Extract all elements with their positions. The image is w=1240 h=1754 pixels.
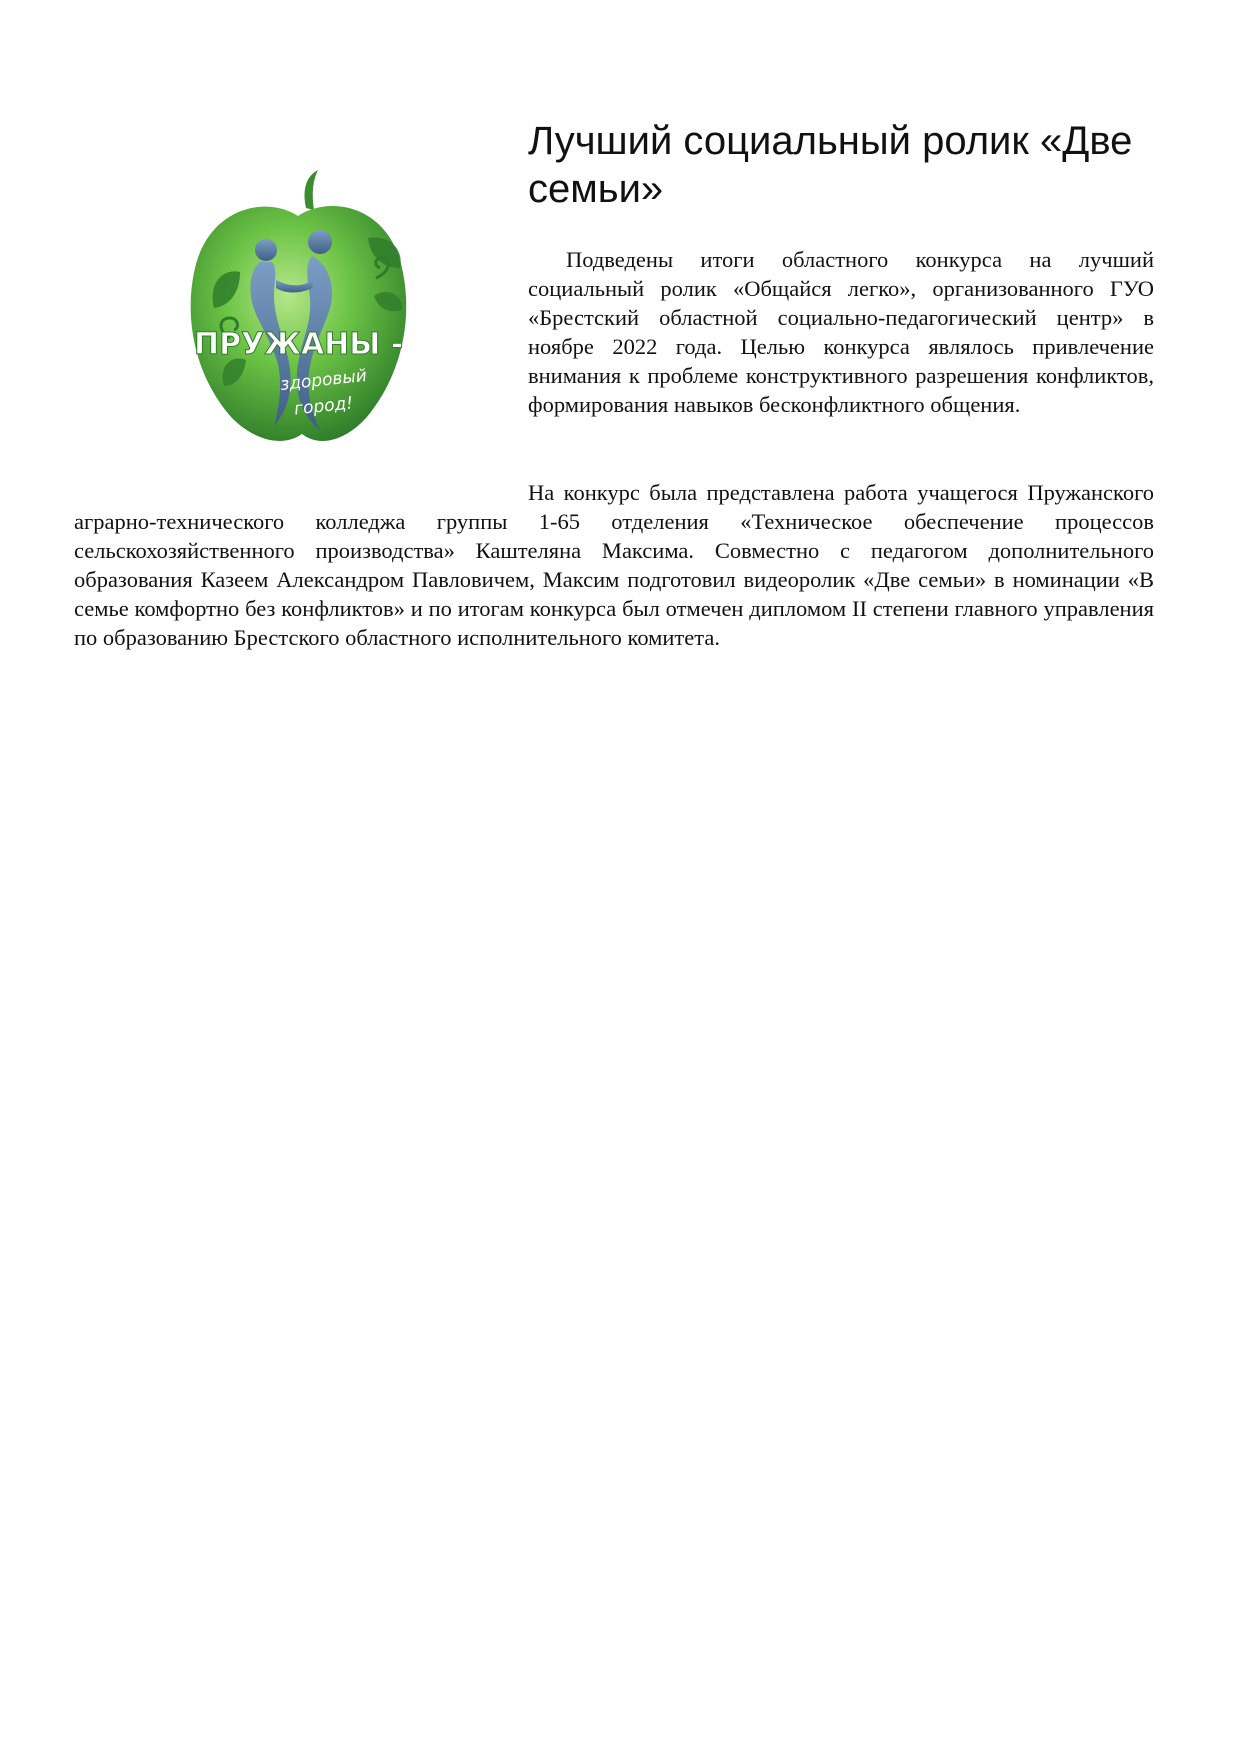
logo-text-line3: город! — [293, 393, 355, 420]
paragraph-2: На конкурс была представлена работа учащегося Пружанского аграрно-технического колледжа группы 1-65 отделения «Техническое обеспечение процессов сельскохозяйственного производства» Каштеляна Максима. Совместно с педагогом дополнительного образования Казеем Александром Павловичем, Максим подготовил видеоролик «Две семьи» в номинации «В семье комфортно без конфликтов» и по итогам конкурса был отмечен дипломом II степени главного управления по образованию Брестского областного исполнительного комитета. — [74, 480, 1154, 650]
paragraph-1: Подведены итоги областного конкурса на лучший социальный ролик «Общайся легко», организованного ГУО «Брестский областной социально-педагогический центр» в ноябре 2022 года. Целью конкурса являлось привлечение внимания к проблеме конструктивного разрешения конфликтов, формирования навыков бесконфликтного общения. — [528, 247, 1154, 417]
apple-stem — [305, 170, 319, 210]
logo-text-line1: ПРУЖАНЫ - — [194, 327, 404, 362]
article-title: Лучший социальный ролик «Две семьи» — [528, 119, 1133, 211]
pruzhany-healthy-city-logo — [178, 168, 418, 458]
logo-text-line2: здоровый — [279, 365, 368, 395]
